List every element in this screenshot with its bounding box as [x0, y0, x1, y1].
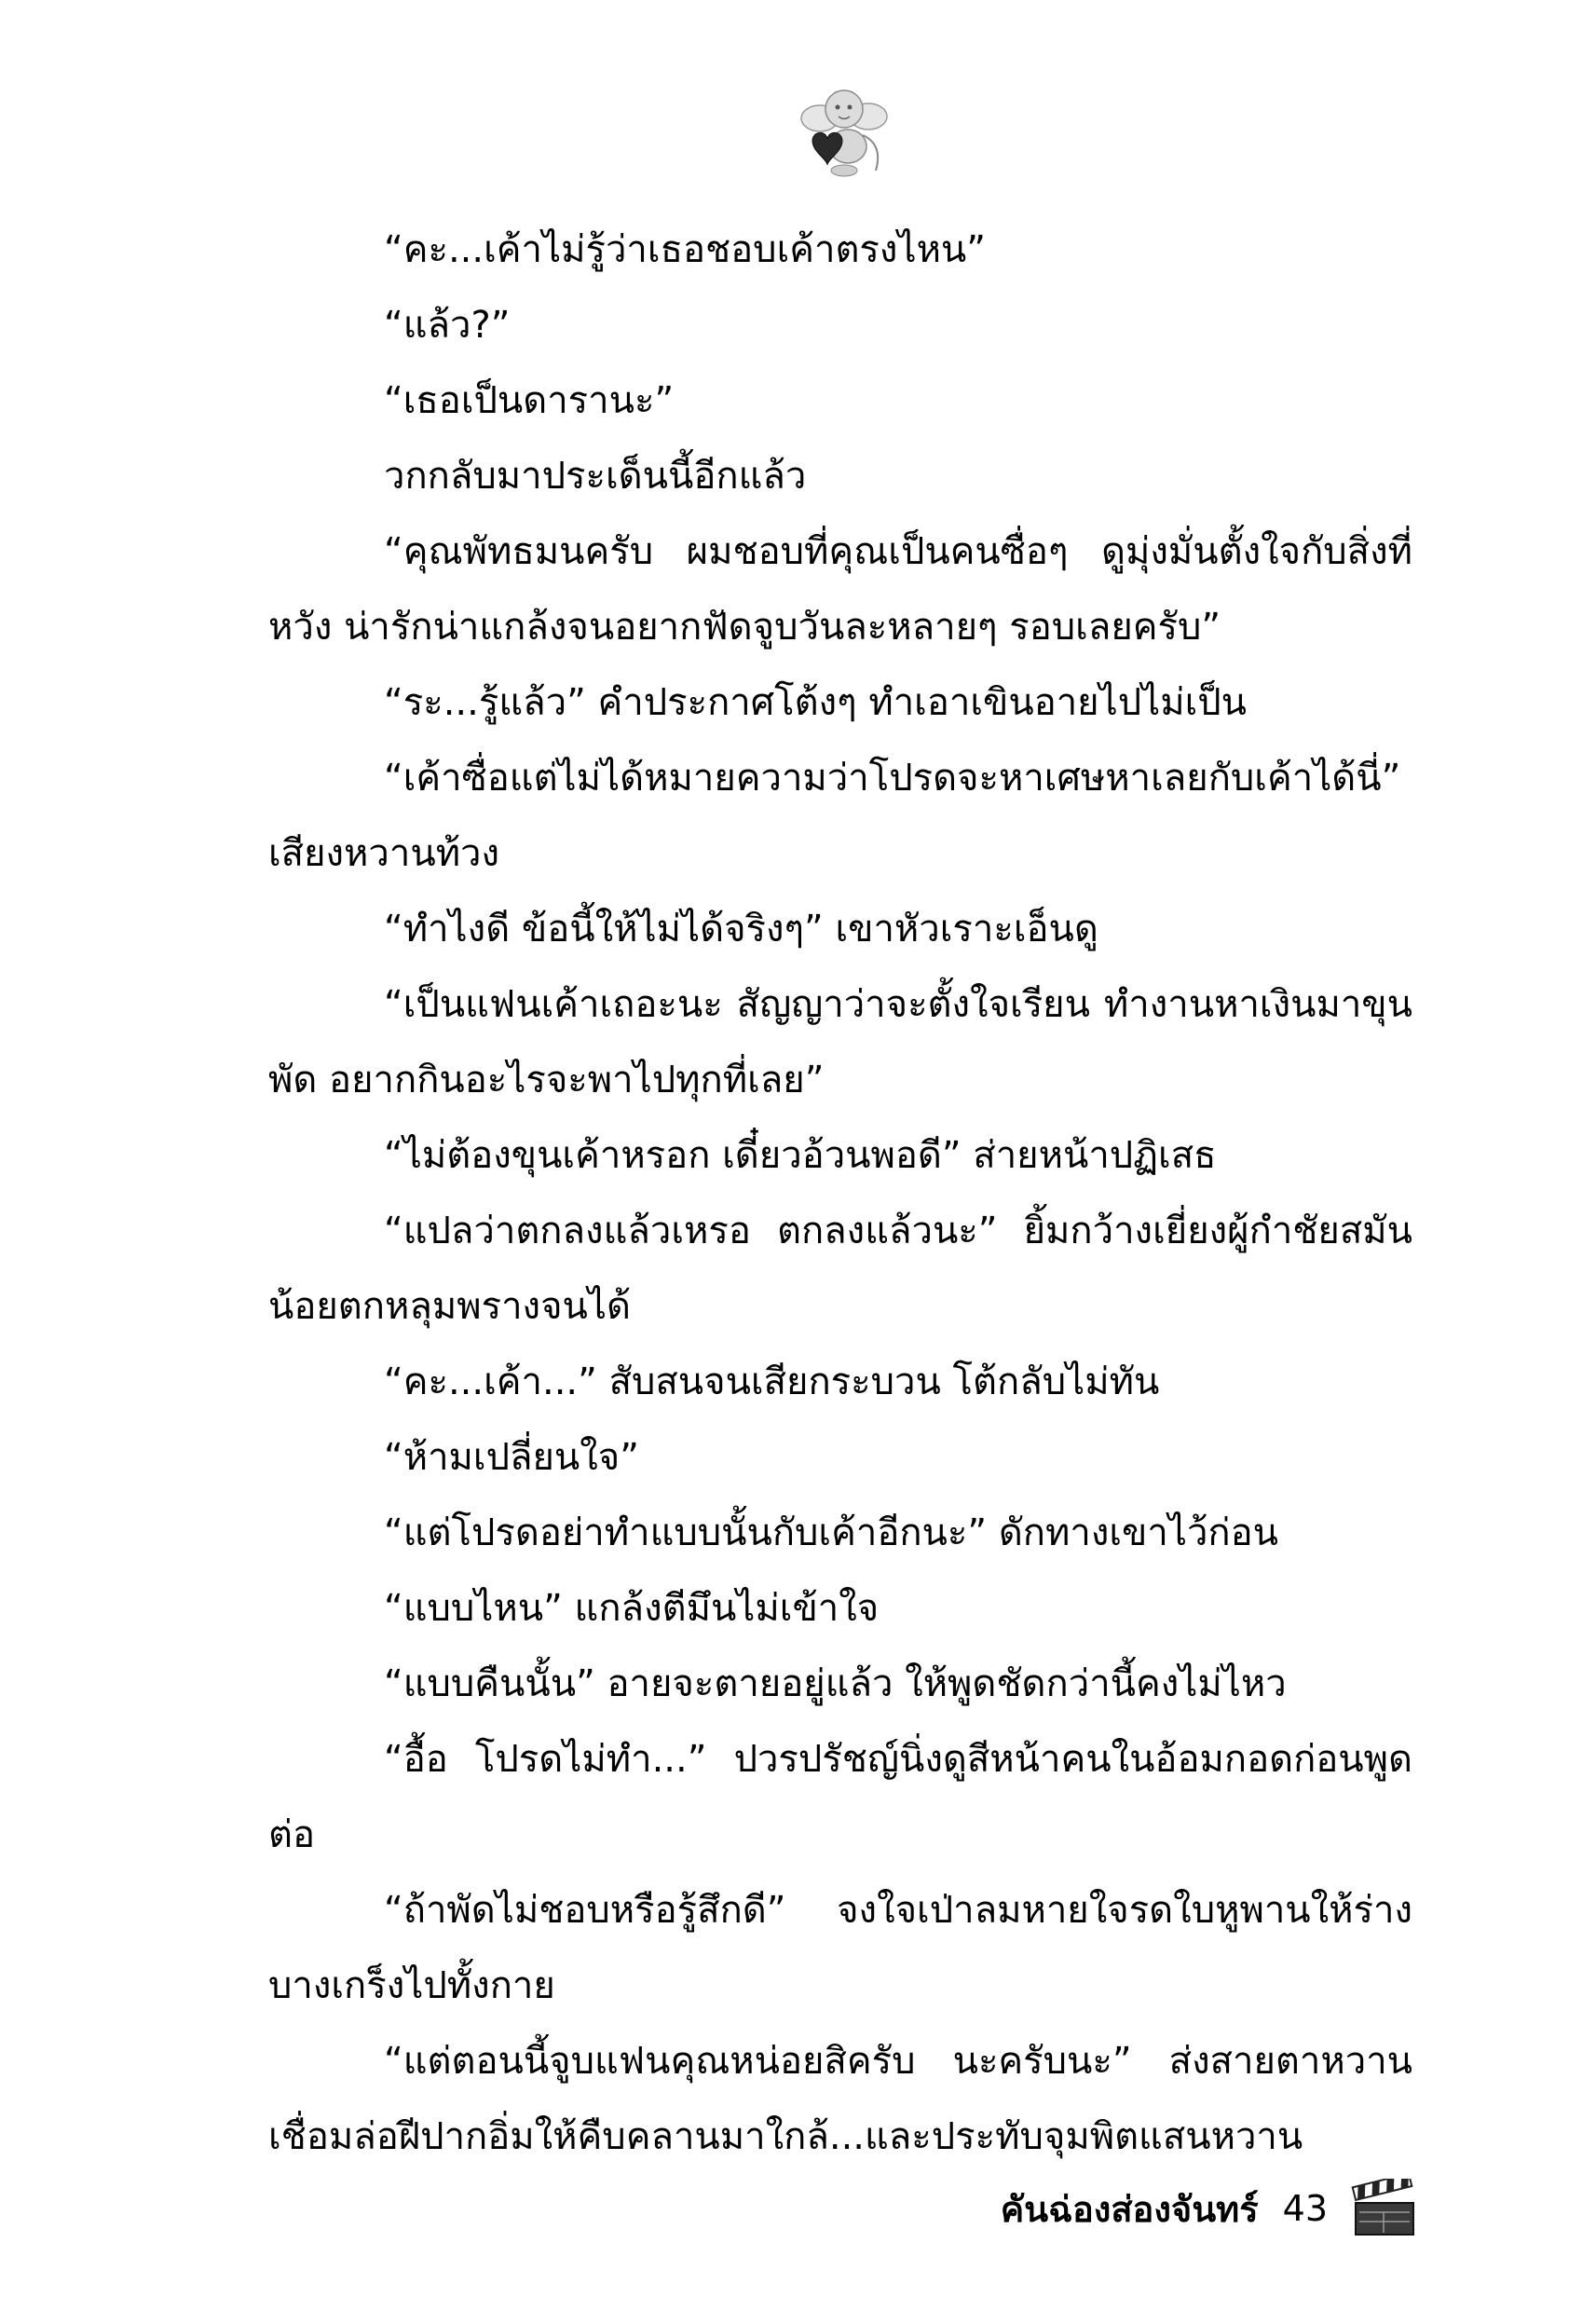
paragraph: “แต่โปรดอย่าทำแบบนั้นกับเค้าอีกนะ” ดักทางเขาไว้ก่อน [384, 1511, 1279, 1554]
paragraph: “ถ้าพัดไม่ชอบหรือรู้สึกดี” จงใจเป่าลมหายใจรดใบหูพานให้ร่างบางเกร็งไปทั้งกาย [268, 1889, 1412, 2007]
paragraph: “คุณพัทธมนครับ ผมชอบที่คุณเป็นคนซื่อๆ ดูมุ่งมั่นตั้งใจกับสิ่งที่หวัง น่ารักน่าแกล้งจนอยากฟัดจูบวันละหลายๆ รอบเลยครับ” [268, 530, 1412, 649]
body-text [268, 212, 1412, 2175]
paragraph: “แบบคืนนั้น” อายจะตายอยู่แล้ว ให้พูดชัดกว่านี้คงไม่ไหว [384, 1662, 1287, 1705]
paragraph: “แบบไหน” แกล้งตีมึนไม่เข้าใจ [384, 1587, 880, 1630]
paragraph: “ระ...รู้แล้ว” คำประกาศโต้งๆ ทำเอาเขินอายไปไม่เป็น [384, 681, 1248, 724]
cupid-with-heart-icon [792, 79, 894, 182]
paragraph: “อื้อ โปรดไม่ทำ...” ปวรปรัชญ์นิ่งดูสีหน้าคนในอ้อมกอดก่อนพูดต่อ [268, 1738, 1412, 1856]
paragraph: “แปลว่าตกลงแล้วเหรอ ตกลงแล้วนะ” ยิ้มกว้างเยี่ยงผู้กำชัยสมันน้อยตกหลุมพรางจนได้ [268, 1210, 1412, 1328]
book-title: คันฉ่องส่องจันทร์ [1000, 2188, 1259, 2230]
page-footer [1001, 2176, 1419, 2241]
paragraph: “เธอเป็นดารานะ” [384, 379, 675, 422]
paragraph: “คะ...เค้า...” สับสนจนเสียกระบวน โต้กลับไม่ทัน [384, 1361, 1160, 1403]
page-number: 43 [1282, 2188, 1328, 2229]
paragraph: “ไม่ต้องขุนเค้าหรอก เดี๋ยวอ้วนพอดี” ส่ายหน้าปฏิเสธ [384, 1134, 1217, 1177]
paragraph: “เค้าซื่อแต่ไม่ได้หมายความว่าโปรดจะหาเศษหาเลยกับเค้าได้นี่” เสียงหวานท้วง [268, 757, 1401, 875]
paragraph: “คะ...เค้าไม่รู้ว่าเธอชอบเค้าตรงไหน” [384, 228, 986, 271]
paragraph: “ทำไงดี ข้อนี้ให้ไม่ได้จริงๆ” เขาหัวเราะเอ็นดู [384, 908, 1098, 950]
paragraph: “ห้ามเปลี่ยนใจ” [384, 1436, 639, 1479]
paragraph: “แล้ว?” [384, 304, 511, 347]
clapperboard-icon [1350, 2179, 1419, 2238]
paragraph: “เป็นแฟนเค้าเถอะนะ สัญญาว่าจะตั้งใจเรียน ทำงานหาเงินมาขุนพัด อยากกินอะไรจะพาไปทุกที่เลย” [268, 983, 1412, 1101]
paragraph: วกกลับมาประเด็นนี้อีกแล้ว [384, 455, 807, 498]
paragraph: “แต่ตอนนี้จูบแฟนคุณหน่อยสิครับ นะครับนะ” ส่งสายตาหวานเชื่อมล่อฝีปากอิ่มให้คืบคลานมาใกล้...และประทับจุมพิตแสนหวาน [268, 2040, 1412, 2158]
